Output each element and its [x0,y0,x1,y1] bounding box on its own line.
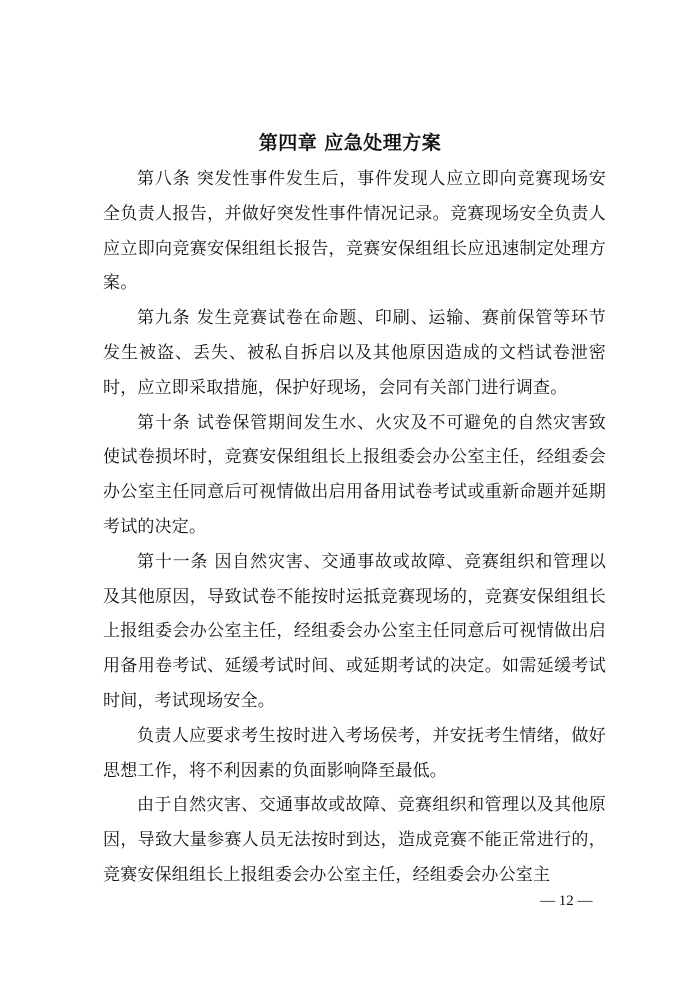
paragraph-article-11: 第十一条 因自然灾害、交通事故或故障、竞赛组织和管理以及其他原因，导致试卷不能按时运抵竞赛现场的，竞赛安保组组长上报组委会办公室主任，经组委会办公室主任同意后可视情做出启用备用卷考试、延缓考试时间、或延期考试的决定。如需延缓考试时间，考试现场安全。 [103,551,606,711]
paragraph-article-9: 第九条 发生竞赛试卷在命题、印刷、运输、赛前保管等环节发生被盗、丢失、被私自拆启以及其他原因造成的文档试卷泄密时，应立即采取措施，保护好现场，会同有关部门进行调查。 [103,308,606,398]
paragraph-natural-disaster: 由于自然灾害、交通事故或故障、竞赛组织和管理以及其他原因，导致大量参赛人员无法按时到达，造成竞赛不能正常进行的，竞赛安保组组长上报组委会办公室主任，经组委会办公室主 [103,795,606,885]
page-number: — 12 — [540,893,593,909]
paragraph-responsible-person: 负责人应要求考生按时进入考场侯考，并安抚考生情绪，做好思想工作，将不利因素的负面影响降至最低。 [103,725,606,781]
paragraph-article-10: 第十条 试卷保管期间发生水、火灾及不可避免的自然灾害致使试卷损坏时，竞赛安保组组长上报组委会办公室主任，经组委会办公室主任同意后可视情做出启用备用试卷考试或重新命题并延期考试的决定。 [103,412,606,537]
paragraph-article-8: 第八条 突发性事件发生后，事件发现人应立即向竞赛现场安全负责人报告，并做好突发性事件情况记录。竞赛现场安全负责人应立即向竞赛安保组组长报告，竞赛安保组组长应迅速制定处理方案。 [103,169,606,294]
body-text [103,162,606,893]
chapter-title: 第四章 应急处理方案 [258,132,442,154]
